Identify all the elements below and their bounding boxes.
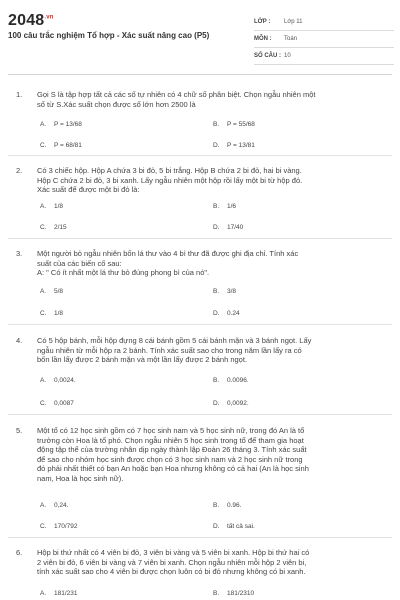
- question-line: Có 5 hộp bánh, mỗi hộp đựng 8 cái bánh gồm 5 cái bánh mặn và 3 bánh ngọt. Lấy: [37, 336, 312, 345]
- option-text: P = 13/81: [227, 142, 255, 149]
- question-number: 4.: [16, 336, 23, 345]
- option-a[interactable]: [40, 502, 68, 509]
- option-a[interactable]: [40, 121, 82, 128]
- option-letter: D.: [213, 523, 220, 530]
- option-text: 2/15: [54, 224, 67, 231]
- page-title: 100 câu trắc nghiệm Tổ hợp - Xác suất nâng cao (P5): [8, 31, 210, 40]
- question-divider: [8, 155, 392, 156]
- question-text: [37, 426, 389, 484]
- question-text: [37, 249, 389, 278]
- header-divider: [8, 74, 392, 75]
- option-d[interactable]: [213, 400, 249, 407]
- option-b[interactable]: [213, 288, 236, 295]
- option-b[interactable]: [213, 502, 241, 509]
- option-c[interactable]: [40, 224, 67, 231]
- option-letter: B.: [213, 121, 220, 128]
- option-letter: C.: [40, 224, 47, 231]
- meta-row-subject: [254, 31, 394, 48]
- option-b[interactable]: [213, 121, 255, 128]
- site-logo[interactable]: [8, 12, 54, 30]
- option-d[interactable]: [213, 142, 255, 149]
- option-text: 0,24.: [54, 502, 69, 509]
- option-letter: D.: [213, 310, 220, 317]
- option-text: 17/40: [227, 224, 244, 231]
- option-letter: A.: [40, 288, 47, 295]
- question-line: ngẫu nhiên từ mỗi hộp ra 2 bánh. Tính xác suất sao cho trong năm lần lấy ra có: [37, 345, 302, 355]
- question-line: Có 3 chiếc hộp. Hộp A chứa 3 bi đỏ, 5 bi trắng. Hộp B chứa 2 bi đỏ, hai bi vàng.: [37, 166, 302, 175]
- option-letter: A.: [40, 121, 47, 128]
- question-text: [37, 336, 389, 365]
- option-c[interactable]: [40, 142, 82, 149]
- page-header: [0, 0, 400, 76]
- option-text: 1/6: [227, 203, 237, 210]
- option-a[interactable]: [40, 203, 63, 210]
- meta-label: MÔN :: [254, 36, 272, 42]
- option-letter: B.: [213, 288, 220, 295]
- option-c[interactable]: [40, 310, 63, 317]
- question-divider: [8, 537, 392, 538]
- question-line: 2 viên bi đỏ, 6 viên bi vàng và 7 viên bi xanh. Chọn ngẫu nhiên mỗi hộp 2 viên bi,: [37, 557, 307, 567]
- option-text: 0.24: [227, 310, 240, 317]
- question-line: bốn lần lấy được 2 bánh mặn và một lần lấy được 2 bánh ngọt.: [37, 355, 248, 365]
- meta-value: 10: [284, 53, 291, 59]
- option-a[interactable]: [40, 377, 76, 384]
- option-text: 3/8: [227, 288, 237, 295]
- option-b[interactable]: [213, 203, 236, 210]
- option-text: 170/792: [54, 523, 78, 530]
- question-line: động tập thể của trường nhân dịp ngày thành lập Đoàn 26 tháng 3. Tính xác suất: [37, 445, 307, 455]
- meta-value: Toán: [284, 36, 298, 42]
- option-letter: B.: [213, 377, 220, 384]
- question-line: Một tổ có 12 học sinh gồm có 7 học sinh nam và 5 học sinh nữ, trong đó An là tổ: [37, 426, 305, 435]
- question-divider: [8, 238, 392, 239]
- option-d[interactable]: [213, 224, 243, 231]
- option-letter: C.: [40, 523, 47, 530]
- question-number: 3.: [16, 249, 23, 258]
- option-c[interactable]: [40, 400, 74, 407]
- option-letter: B.: [213, 590, 220, 597]
- question-line: đó phải nhất thiết có bạn An hoặc bạn Hoa nhưng không có cả hai (An là học sinh: [37, 464, 309, 474]
- option-b[interactable]: [213, 377, 249, 384]
- option-text: 0,0092.: [227, 400, 249, 407]
- question-line: số từ S.Xác suất chọn được số lớn hơn 2500 là: [37, 99, 196, 109]
- option-letter: C.: [40, 310, 47, 317]
- option-text: 5/8: [54, 288, 64, 295]
- option-letter: A.: [40, 590, 47, 597]
- meta-label: SỐ CÂU :: [254, 53, 281, 59]
- question-line: Hộp bi thứ nhất có 4 viên bi đỏ, 3 viên bi vàng và 5 viên bi xanh. Hộp bi thứ hai có: [37, 548, 310, 557]
- option-text: 1/8: [54, 310, 64, 317]
- option-text: 1/8: [54, 203, 64, 210]
- option-text: tất cả sai.: [227, 523, 255, 530]
- question-line: trưởng còn Hoa là tổ phó. Chọn ngẫu nhiên 5 học sinh trong tổ để tham gia hoạt: [37, 435, 304, 445]
- logo-suffix: .vn: [44, 14, 54, 21]
- question-text: [37, 90, 389, 109]
- question-line: để sao cho nhóm học sinh được chọn có 3 học sinh nam và 2 học sinh nữ trong: [37, 454, 303, 464]
- option-text: 0.96.: [227, 502, 242, 509]
- option-a[interactable]: [40, 590, 78, 597]
- option-text: P = 68/81: [54, 142, 82, 149]
- question-number: 1.: [16, 90, 23, 99]
- meta-table: [254, 14, 394, 65]
- option-c[interactable]: [40, 523, 78, 530]
- option-text: 0.0096.: [227, 377, 249, 384]
- question-line: suất của các biến cố sau:: [37, 258, 122, 268]
- option-letter: B.: [213, 203, 220, 210]
- question-line: Gọi S là tập hợp tất cả các số tự nhiên có 4 chữ số phân biệt. Chọn ngẫu nhiên một: [37, 90, 316, 99]
- option-letter: C.: [40, 400, 47, 407]
- option-letter: D.: [213, 224, 220, 231]
- option-text: 0,0087: [54, 400, 74, 407]
- option-letter: A.: [40, 377, 47, 384]
- meta-row-class: [254, 14, 394, 31]
- option-text: 181/231: [54, 590, 78, 597]
- question-line: A: " Có ít nhất một lá thư bỏ đúng phong bì của nó".: [37, 268, 210, 278]
- question-divider: [8, 324, 392, 325]
- logo-text: 2048: [8, 12, 45, 29]
- option-text: 181/2310: [227, 590, 255, 597]
- option-letter: D.: [213, 142, 220, 149]
- option-letter: A.: [40, 502, 47, 509]
- meta-label: LỚP :: [254, 19, 271, 25]
- question-number: 6.: [16, 548, 23, 557]
- option-d[interactable]: [213, 523, 255, 530]
- question-line: nam, Hoa là học sinh nữ).: [37, 473, 124, 483]
- question-number: 2.: [16, 166, 23, 175]
- option-text: P = 55/68: [227, 121, 255, 128]
- option-text: 0,0024.: [54, 377, 76, 384]
- option-text: P = 13/68: [54, 121, 82, 128]
- meta-value: Lớp 11: [284, 19, 303, 25]
- option-b[interactable]: [213, 590, 254, 597]
- question-text: [37, 166, 389, 195]
- question-text: [37, 548, 389, 577]
- option-letter: A.: [40, 203, 47, 210]
- question-line: tính xác suất sao cho 4 viên bi được chọn luôn có bi đỏ nhưng không có bi xanh.: [37, 567, 306, 577]
- question-divider: [8, 414, 392, 415]
- option-letter: B.: [213, 502, 220, 509]
- option-a[interactable]: [40, 288, 63, 295]
- option-d[interactable]: [213, 310, 240, 317]
- meta-row-count: [254, 48, 394, 65]
- question-line: Một người bỏ ngẫu nhiên bốn lá thư vào 4 bì thư đã được ghi địa chỉ. Tính xác: [37, 249, 299, 258]
- option-letter: D.: [213, 400, 220, 407]
- question-number: 5.: [16, 426, 23, 435]
- question-line: Xác suất để được một bi đỏ là:: [37, 185, 140, 195]
- question-line: Hộp C chứa 2 bi đỏ, 3 bi xanh. Lấy ngẫu nhiên một hộp rồi lấy một bi từ hộp đó.: [37, 175, 303, 185]
- option-letter: C.: [40, 142, 47, 149]
